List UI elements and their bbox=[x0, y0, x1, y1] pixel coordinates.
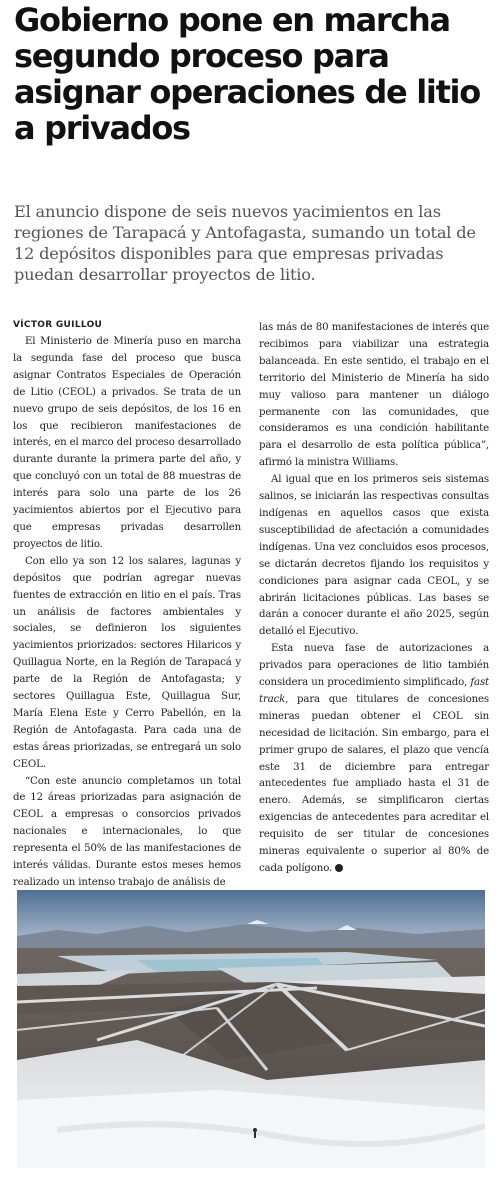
headline: Gobierno pone en marcha segundo proceso para asignar operaciones de litio a privados bbox=[14, 1, 480, 147]
paragraph bbox=[259, 641, 489, 878]
deck-summary: El anuncio dispone de seis nuevos yacimientos en las regiones de Tarapacá y Antofagasta, sumando un total de 12 depósitos disponibles para que empresas privadas puedan desarrollar proyectos de litio. bbox=[14, 202, 476, 284]
end-of-article-icon bbox=[335, 864, 343, 872]
paragraph-continued: las más de 80 manifestaciones de interés que recibimos para viabilizar una estrategia balanceada. En este sentido, el trabajo en el territorio del Ministerio de Minería ha sido muy valioso para mantener un diálogo permanente con las comunidades, que consideramos es una condición habilitante para el desarrollo de esta política pública”, afirmó la ministra Williams. bbox=[259, 322, 489, 469]
paragraph: Con ello ya son 12 los salares, lagunas y depósitos que podrían agregar nuevas fuentes de extracción en litio en el país. Tras un análisis de factores ambientales y sociales, se definieron los siguientes yacimientos priorizados: sectores Hilaricos y Quillagua Norte, en la Región de Tarapacá y parte de la Región de Antofagasta; y sectores Quillagua Este, Quillagua Sur, María Elena Este y Cerro Pabellón, en la Región de Antofagasta. Para cada una de estas áreas priorizadas, se entregará un solo CEOL. bbox=[13, 555, 241, 770]
person-figure-icon bbox=[253, 1128, 257, 1132]
paragraph: El Ministerio de Minería puso en marcha la segunda fase del proceso que busca asignar Contratos Especiales de Operación de Litio (CEOL) a privados. Se trata de un nuevo grupo de seis depósitos, de los 16 en los que recibieron manifestaciones de interés, en el marco del proceso desarrollado durante durante la primera parte del año, y que concluyó con un total de 88 muestras de interés para solo una parte de los 26 yacimientos abiertos por el Ejecutivo para que empresas privadas desarrollen proyectos de litio. bbox=[13, 336, 241, 550]
salt-flat-photo bbox=[17, 890, 485, 1168]
byline: VÍCTOR GUILLOU bbox=[13, 320, 103, 330]
paragraph: Al igual que en los primeros seis sistemas salinos, se iniciarán las respectivas consultas indígenas en aquellos casos que exista susceptibilidad de afectación a comunidades indígenas. Una vez concluidos esos procesos, se dictarán decretos fijando los requisitos y condiciones para asignar cada CEOL, y se abrirán licitaciones públicas. Las bases se darán a conocer durante el año 2025, según detalló el Ejecutivo. bbox=[259, 474, 489, 638]
emphasis-text: fast track bbox=[259, 677, 489, 705]
paragraph-text: Esta nueva fase de autorizaciones a privados para operaciones de litio también considera un procedimiento simplificado, bbox=[259, 643, 489, 689]
column-left bbox=[13, 318, 241, 892]
column-right bbox=[259, 320, 489, 878]
salt-flat-illustration bbox=[17, 890, 485, 1168]
paragraph: “Con este anuncio completamos un total de 12 áreas priorizadas para asignación de CEOL a empresas o consorcios privados nacionales e internacionales, lo que representa el 50% de las manifestaciones de interés válidas. Durante estos meses hemos realizado un intenso trabajo de análisis de bbox=[13, 775, 241, 888]
paragraph-text: , para que titulares de concesiones mineras puedan obtener el CEOL sin necesidad de licitación. Sin embargo, para el primer grupo de salares, el plazo que vencía este 31 de diciembre para entregar antecedentes fue ampliado hasta el 31 de enero. Además, se simplificaron ciertas exigencias de antecedentes para acreditar el requisito de ser titular de concesiones mineras equivalente o superior al 80% de cada polígono. bbox=[259, 693, 489, 874]
